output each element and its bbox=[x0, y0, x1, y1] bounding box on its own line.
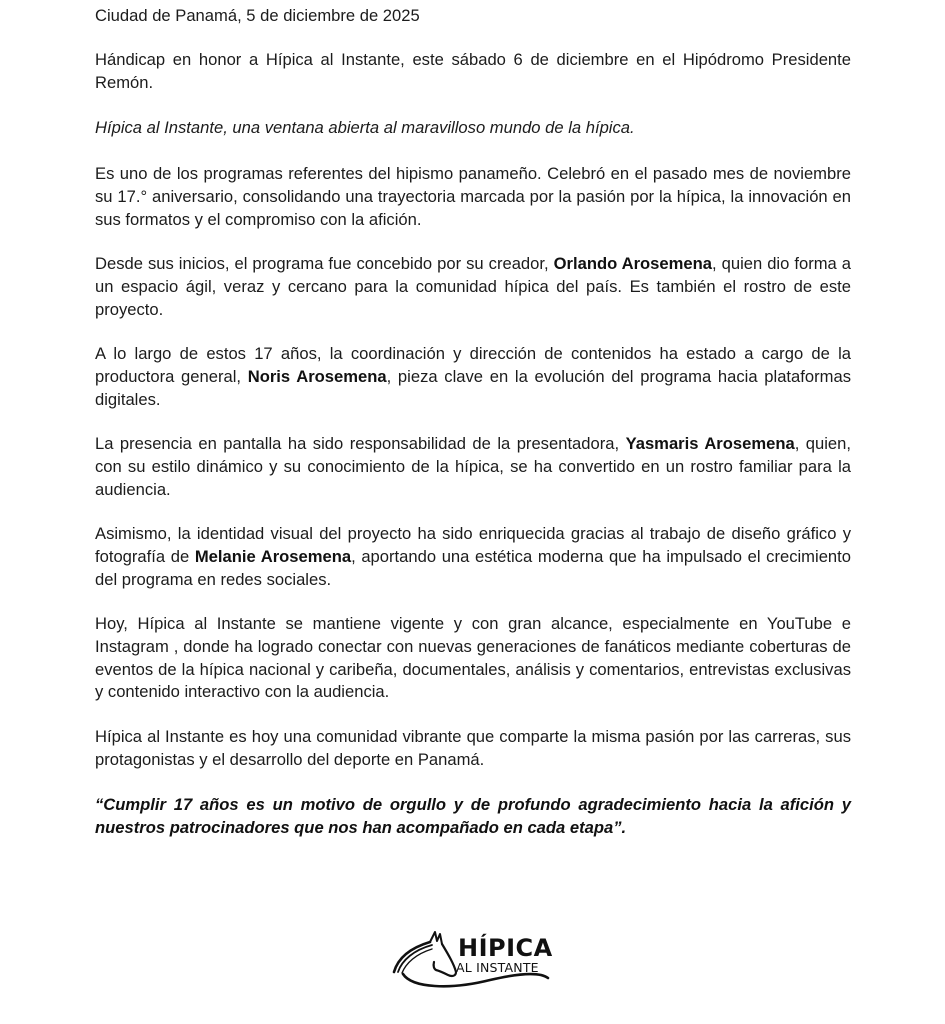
tagline: Hípica al Instante, una ventana abierta al maravilloso mundo de la hípica. bbox=[95, 118, 635, 137]
paragraph-text: Desde sus inicios, el programa fue concebido por su creador, bbox=[95, 254, 554, 273]
paragraph-reach: Hoy, Hípica al Instante se mantiene vigente y con gran alcance, especialmente en YouTube e Instagram , donde ha logrado conectar con nuevas generaciones de fanáticos mediante coberturas de eventos de la hípica nacional y caribeña, documentales, análisis y comentarios, entrevistas exclusivas y contenido interactivo con la audiencia. bbox=[95, 614, 851, 702]
paragraph-text: , quien, con su estilo dinámico y su conocimiento de la hípica, se ha convertido en un rostro familiar para la audiencia. bbox=[95, 434, 851, 499]
paragraph-text: Asimismo, la identidad visual del proyecto ha sido enriquecida gracias al trabajo de diseño gráfico y fotografía de bbox=[95, 524, 851, 566]
paragraph-community: Hípica al Instante es hoy una comunidad vibrante que comparte la misma pasión por las carreras, sus protagonistas y el desarrollo del deporte en Panamá. bbox=[95, 727, 851, 769]
paragraph-text: , aportando una estética moderna que ha impulsado el crecimiento del programa en redes sociales. bbox=[95, 546, 851, 589]
person-name: Yasmaris Arosemena bbox=[625, 434, 795, 453]
paragraph-producer bbox=[95, 343, 851, 411]
paragraph-text: La presencia en pantalla ha sido responsabilidad de la presentadora, bbox=[95, 434, 626, 453]
paragraph-text: , pieza clave en la evolución del programa hacia plataformas digitales. bbox=[95, 366, 851, 409]
paragraph-presenter bbox=[95, 433, 851, 501]
paragraph-design bbox=[95, 523, 851, 591]
person-name: Melanie Arosemena bbox=[194, 546, 352, 566]
logo-title: HÍPICA bbox=[458, 934, 553, 962]
logo-subtitle: AL INSTANTE bbox=[456, 960, 539, 975]
paragraph-text: A lo largo de estos 17 años, la coordinación y dirección de contenidos ha estado a cargo de la productora general, bbox=[95, 344, 851, 386]
person-name: Orlando Arosemena bbox=[553, 254, 712, 273]
paragraph-anniversary: Es uno de los programas referentes del hipismo panameño. Celebró en el pasado mes de noviembre su 17.° aniversario, consolidando una trayectoria marcada por la pasión por la hípica, la innovación en sus formatos y el compromiso con la afición. bbox=[95, 164, 851, 229]
paragraph-creator bbox=[95, 253, 851, 321]
paragraph-text: , quien dio forma a un espacio ágil, veraz y cercano para la comunidad hípica del país. Es también el rostro de este proyecto. bbox=[95, 254, 851, 319]
person-name: Noris Arosemena bbox=[247, 366, 387, 386]
closing-quote: “Cumplir 17 años es un motivo de orgullo y de profundo agradecimiento hacia la afición y nuestros patrocinadores que nos han acompañado en cada etapa”. bbox=[95, 795, 851, 837]
date-line: Ciudad de Panamá, 5 de diciembre de 2025 bbox=[95, 6, 420, 25]
hipica-al-instante-logo bbox=[390, 928, 560, 990]
headline: Hándicap en honor a Hípica al Instante, este sábado 6 de diciembre en el Hipódromo Presidente Remón. bbox=[95, 50, 851, 92]
